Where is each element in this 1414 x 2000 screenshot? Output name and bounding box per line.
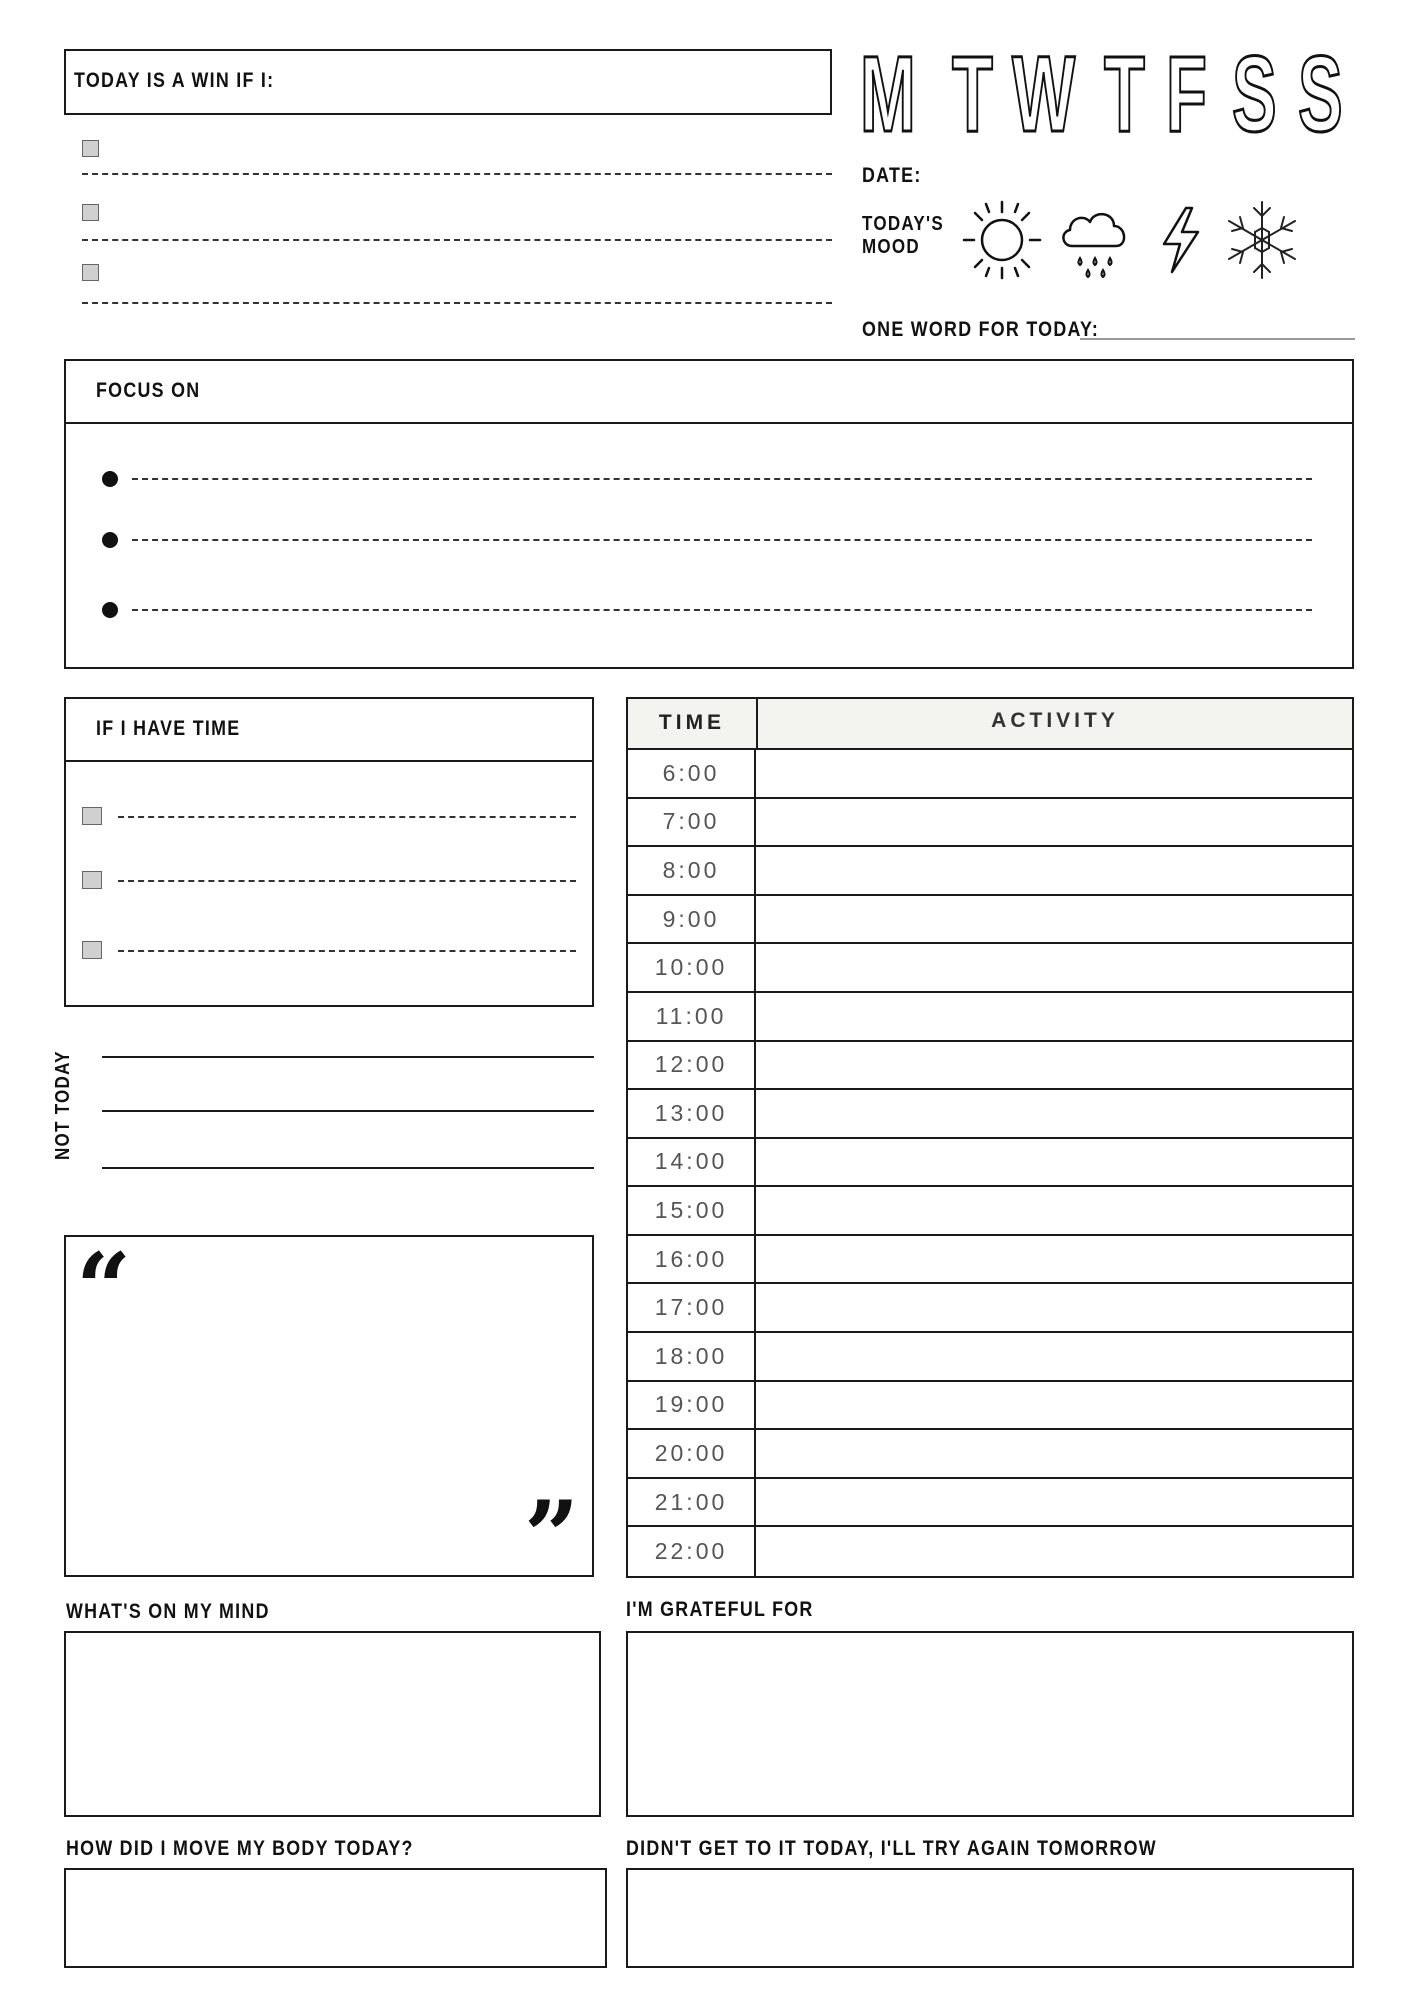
lightning-icon[interactable] <box>1158 206 1204 274</box>
retry-box[interactable] <box>626 1868 1354 1968</box>
schedule-row <box>628 896 1352 945</box>
schedule-row <box>628 1236 1352 1285</box>
activity-cell[interactable] <box>756 799 1352 846</box>
time-slot-label: 12:00 <box>628 1042 756 1089</box>
time-slot-label: 6:00 <box>628 750 756 797</box>
activity-cell[interactable] <box>756 1236 1352 1283</box>
schedule-row <box>628 944 1352 993</box>
grateful-box[interactable] <box>626 1631 1354 1817</box>
open-quote-icon: “ <box>76 1232 132 1345</box>
time-slot-label: 22:00 <box>628 1527 756 1576</box>
schedule-row <box>628 1090 1352 1139</box>
focus-bullet-3 <box>102 602 118 618</box>
activity-cell[interactable] <box>756 993 1352 1040</box>
focus-line-2[interactable] <box>132 539 1312 541</box>
mind-box[interactable] <box>64 1631 601 1817</box>
schedule-row <box>628 847 1352 896</box>
schedule-row <box>628 1333 1352 1382</box>
time-slot-label: 7:00 <box>628 799 756 846</box>
day-monday[interactable]: M <box>860 33 916 154</box>
schedule-row <box>628 1430 1352 1479</box>
if-time-title: IF I HAVE TIME <box>96 717 241 740</box>
schedule-table <box>626 697 1354 1578</box>
focus-title: FOCUS ON <box>96 379 201 402</box>
win-checkbox-3[interactable] <box>82 264 99 281</box>
sun-icon[interactable] <box>960 198 1044 282</box>
win-title-box <box>64 49 832 115</box>
if-time-checkbox-3[interactable] <box>82 941 102 959</box>
win-line-1[interactable] <box>82 173 832 175</box>
close-quote-icon: ” <box>524 1480 580 1593</box>
time-header: TIME <box>658 711 726 734</box>
time-slot-label: 9:00 <box>628 896 756 943</box>
if-time-checkbox-1[interactable] <box>82 807 102 825</box>
day-friday[interactable]: F <box>1166 33 1207 154</box>
activity-cell[interactable] <box>756 1187 1352 1234</box>
time-slot-label: 10:00 <box>628 944 756 991</box>
activity-cell[interactable] <box>756 1479 1352 1526</box>
day-tuesday[interactable]: T <box>952 33 993 154</box>
win-title: TODAY IS A WIN IF I: <box>74 69 275 92</box>
schedule-row <box>628 799 1352 848</box>
activity-cell[interactable] <box>756 1284 1352 1331</box>
activity-cell[interactable] <box>756 1090 1352 1137</box>
day-sunday[interactable]: S <box>1298 33 1343 154</box>
not-today-line-1[interactable] <box>102 1056 594 1058</box>
day-saturday[interactable]: S <box>1232 33 1277 154</box>
schedule-row <box>628 750 1352 799</box>
time-slot-label: 8:00 <box>628 847 756 894</box>
activity-cell[interactable] <box>756 1527 1352 1576</box>
activity-cell[interactable] <box>756 944 1352 991</box>
activity-cell[interactable] <box>756 896 1352 943</box>
focus-bullet-2 <box>102 532 118 548</box>
time-slot-label: 14:00 <box>628 1139 756 1186</box>
win-line-2[interactable] <box>82 239 832 241</box>
schedule-row <box>628 1479 1352 1528</box>
quote-box[interactable] <box>64 1232 594 1593</box>
activity-cell[interactable] <box>756 1430 1352 1477</box>
time-slot-label: 20:00 <box>628 1430 756 1477</box>
time-slot-label: 17:00 <box>628 1284 756 1331</box>
focus-bullet-1 <box>102 471 118 487</box>
activity-cell[interactable] <box>756 750 1352 797</box>
schedule-row <box>628 1382 1352 1431</box>
time-slot-label: 11:00 <box>628 993 756 1040</box>
schedule-row <box>628 993 1352 1042</box>
win-checkbox-1[interactable] <box>82 140 99 157</box>
retry-title: DIDN'T GET TO IT TODAY, I'LL TRY AGAIN TOMORROW <box>626 1837 1157 1860</box>
focus-line-1[interactable] <box>132 478 1312 480</box>
activity-header: ACTIVITY <box>991 709 1119 732</box>
activity-cell[interactable] <box>756 1139 1352 1186</box>
if-time-line-2[interactable] <box>118 880 576 882</box>
time-slot-label: 15:00 <box>628 1187 756 1234</box>
activity-cell[interactable] <box>756 1042 1352 1089</box>
time-slot-label: 16:00 <box>628 1236 756 1283</box>
not-today-label: NOT TODAY <box>52 1050 74 1160</box>
time-slot-label: 19:00 <box>628 1382 756 1429</box>
schedule-row <box>628 1042 1352 1091</box>
mood-label-line1: TODAY'S <box>862 213 944 235</box>
mind-title: WHAT'S ON MY MIND <box>66 1600 270 1623</box>
if-time-checkbox-2[interactable] <box>82 871 102 889</box>
if-time-line-1[interactable] <box>118 816 576 818</box>
if-time-box <box>64 697 594 1007</box>
activity-cell[interactable] <box>756 1333 1352 1380</box>
win-line-3[interactable] <box>82 302 832 304</box>
if-time-divider <box>66 760 592 762</box>
activity-cell[interactable] <box>756 1382 1352 1429</box>
one-word-input[interactable] <box>1080 338 1355 340</box>
date-label: DATE: <box>862 164 922 187</box>
schedule-row <box>628 1187 1352 1236</box>
time-slot-label: 18:00 <box>628 1333 756 1380</box>
schedule-header <box>628 699 1352 750</box>
win-checkbox-2[interactable] <box>82 204 99 221</box>
not-today-line-2[interactable] <box>102 1110 594 1112</box>
body-title: HOW DID I MOVE MY BODY TODAY? <box>66 1837 414 1860</box>
schedule-row <box>628 1527 1352 1576</box>
if-time-line-3[interactable] <box>118 950 576 952</box>
not-today-line-3[interactable] <box>102 1167 594 1169</box>
body-box[interactable] <box>64 1868 607 1968</box>
schedule-row <box>628 1284 1352 1333</box>
activity-cell[interactable] <box>756 847 1352 894</box>
schedule-row <box>628 1139 1352 1188</box>
rain-cloud-icon[interactable] <box>1058 202 1132 282</box>
focus-box <box>64 359 1354 669</box>
snowflake-icon[interactable] <box>1224 198 1300 282</box>
time-slot-label: 13:00 <box>628 1090 756 1137</box>
day-wednesday[interactable]: W <box>1012 33 1076 154</box>
day-thursday[interactable]: T <box>1104 33 1145 154</box>
time-slot-label: 21:00 <box>628 1479 756 1526</box>
focus-line-3[interactable] <box>132 609 1312 611</box>
grateful-title: I'M GRATEFUL FOR <box>626 1598 814 1621</box>
mood-label-line2: MOOD <box>862 236 920 258</box>
focus-divider <box>66 422 1352 424</box>
one-word-label: ONE WORD FOR TODAY: <box>862 318 1100 341</box>
